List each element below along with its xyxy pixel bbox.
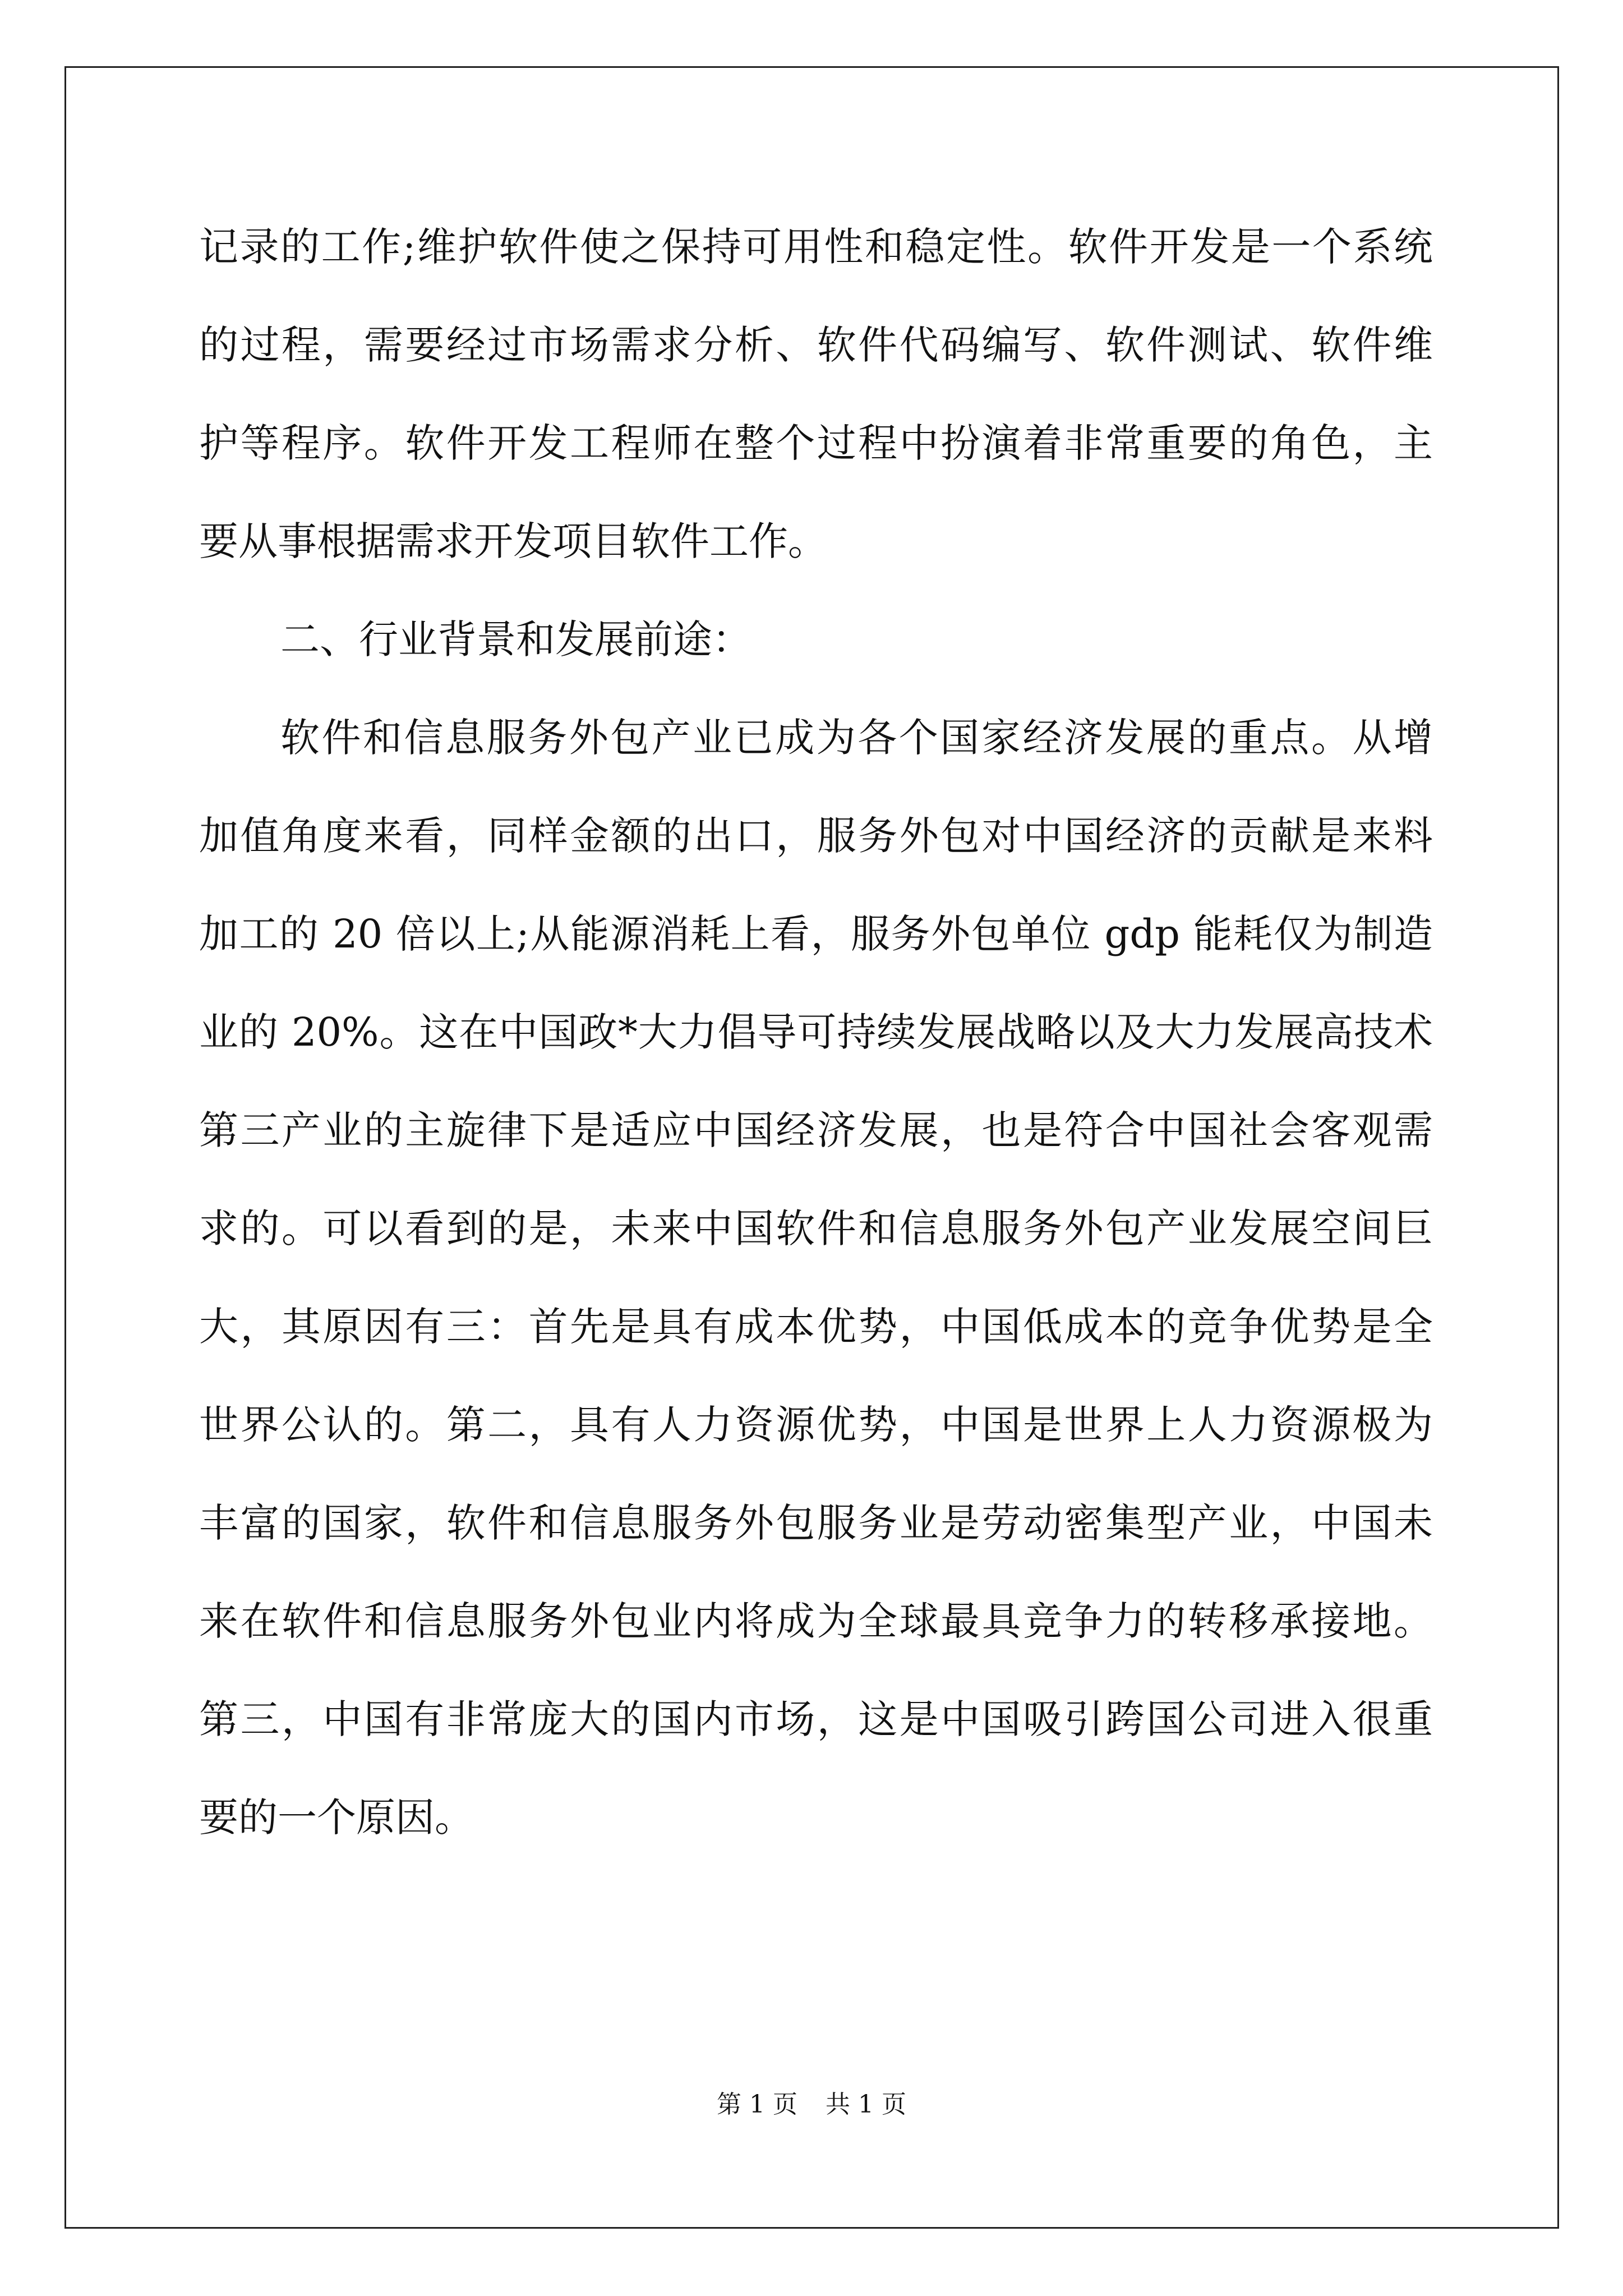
text-line: 加值角度来看，同样金额的出口，服务外包对中国经济的贡献是来料	[199, 813, 1433, 859]
page-number: 第 1 页	[717, 2090, 797, 2119]
text-line: 业的 20%。这在中国政*大力倡导可持续发展战略以及大力发展高技术	[199, 1009, 1433, 1055]
text-line: 加工的 20 倍以上;从能源消耗上看，服务外包单位 gdp 能耗仅为制造	[199, 911, 1433, 957]
text-line: 第三，中国有非常庞大的国内市场，这是中国吸引跨国公司进入很重	[199, 1696, 1433, 1742]
page-total: 共 1 页	[826, 2090, 906, 2119]
text-line: 大，其原因有三：首先是具有成本优势，中国低成本的竞争优势是全	[199, 1304, 1433, 1350]
text-line: 的过程，需要经过市场需求分析、软件代码编写、软件测试、软件维	[199, 322, 1433, 368]
text-line: 护等程序。软件开发工程师在整个过程中扮演着非常重要的角色，主	[199, 420, 1433, 466]
text-line: 第三产业的主旋律下是适应中国经济发展，也是符合中国社会客观需	[199, 1107, 1433, 1153]
text-line: 要的一个原因。	[199, 1795, 474, 1841]
page-footer	[0, 2088, 1623, 2122]
text-line: 来在软件和信息服务外包业内将成为全球最具竞争力的转移承接地。	[199, 1598, 1433, 1644]
text-line: 软件和信息服务外包产业已成为各个国家经济发展的重点。从增	[280, 715, 1433, 761]
section-heading: 二、行业背景和发展前途：	[280, 616, 751, 662]
text-line: 求的。可以看到的是，未来中国软件和信息服务外包产业发展空间巨	[199, 1205, 1433, 1251]
text-line: 记录的工作;维护软件使之保持可用性和稳定性。软件开发是一个系统	[199, 224, 1433, 270]
text-line: 要从事根据需求开发项目软件工作。	[199, 518, 827, 564]
text-line: 世界公认的。第二，具有人力资源优势，中国是世界上人力资源极为	[199, 1402, 1433, 1448]
text-line: 丰富的国家，软件和信息服务外包服务业是劳动密集型产业，中国未	[199, 1500, 1433, 1546]
